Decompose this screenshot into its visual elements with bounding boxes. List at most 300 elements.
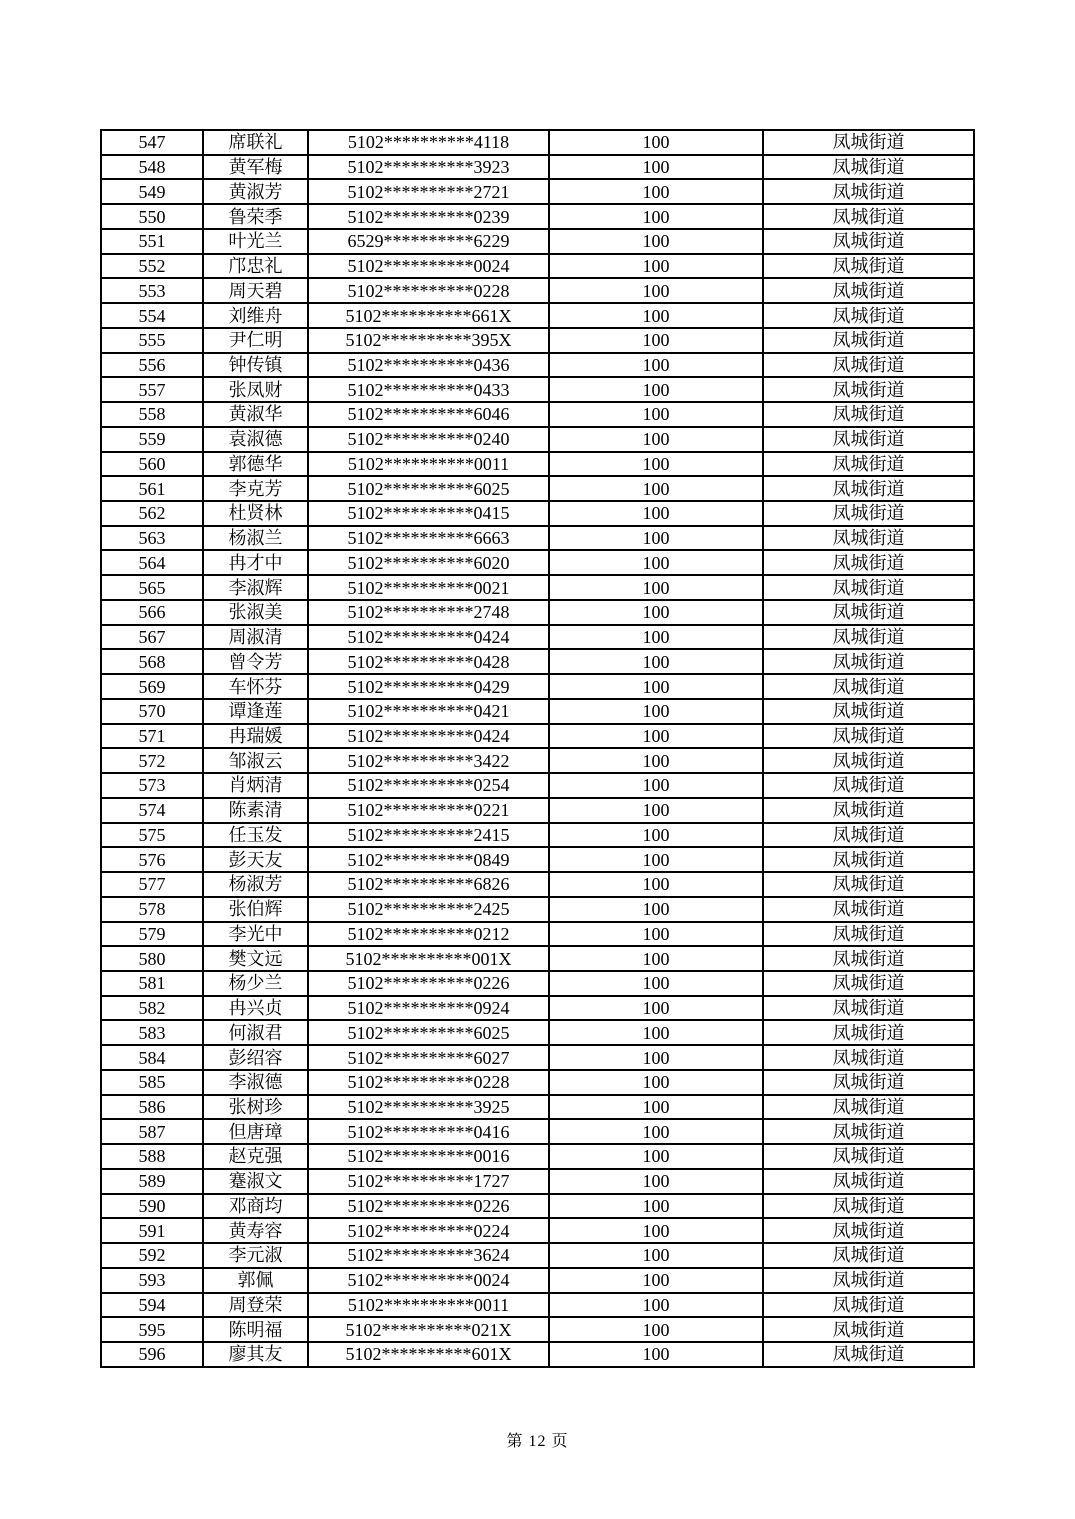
- id-number-cell: 5102**********6025: [308, 1020, 549, 1045]
- score-cell: 100: [549, 452, 763, 477]
- score-cell: 100: [549, 155, 763, 180]
- score-cell: 100: [549, 130, 763, 155]
- district-cell: 凤城街道: [763, 204, 974, 229]
- row-number-cell: 557: [101, 377, 203, 402]
- table-row: [101, 476, 974, 501]
- name-cell: 冉才中: [203, 550, 308, 575]
- table-row: [101, 278, 974, 303]
- district-cell: 凤城街道: [763, 1194, 974, 1219]
- name-cell: 邓商均: [203, 1194, 308, 1219]
- district-cell: 凤城街道: [763, 575, 974, 600]
- name-cell: 郭德华: [203, 452, 308, 477]
- id-number-cell: 5102**********0415: [308, 501, 549, 526]
- table-row: [101, 130, 974, 155]
- district-cell: 凤城街道: [763, 798, 974, 823]
- score-cell: 100: [549, 1243, 763, 1268]
- district-cell: 凤城街道: [763, 229, 974, 254]
- row-number-cell: 569: [101, 674, 203, 699]
- score-cell: 100: [549, 897, 763, 922]
- district-cell: 凤城街道: [763, 847, 974, 872]
- table-row: [101, 575, 974, 600]
- row-number-cell: 554: [101, 303, 203, 328]
- id-number-cell: 5102**********2415: [308, 823, 549, 848]
- table-row: [101, 1045, 974, 1070]
- table-row: [101, 1144, 974, 1169]
- id-number-cell: 5102**********3422: [308, 748, 549, 773]
- table-row: [101, 996, 974, 1021]
- name-cell: 席联礼: [203, 130, 308, 155]
- id-number-cell: 5102**********0849: [308, 847, 549, 872]
- name-cell: 何淑君: [203, 1020, 308, 1045]
- district-cell: 凤城街道: [763, 897, 974, 922]
- table-row: [101, 1119, 974, 1144]
- name-cell: 张树珍: [203, 1095, 308, 1120]
- id-number-cell: 5102**********0221: [308, 798, 549, 823]
- id-number-cell: 5102**********0228: [308, 278, 549, 303]
- score-cell: 100: [549, 501, 763, 526]
- name-cell: 陈明福: [203, 1317, 308, 1342]
- name-cell: 杨淑兰: [203, 526, 308, 551]
- score-cell: 100: [549, 229, 763, 254]
- table-row: [101, 674, 974, 699]
- row-number-cell: 561: [101, 476, 203, 501]
- row-number-cell: 593: [101, 1268, 203, 1293]
- table-row: [101, 922, 974, 947]
- district-cell: 凤城街道: [763, 179, 974, 204]
- name-cell: 鲁荣季: [203, 204, 308, 229]
- score-cell: 100: [549, 550, 763, 575]
- table-row: [101, 748, 974, 773]
- district-cell: 凤城街道: [763, 922, 974, 947]
- id-number-cell: 5102**********0024: [308, 254, 549, 279]
- score-cell: 100: [549, 922, 763, 947]
- id-number-cell: 5102**********0424: [308, 625, 549, 650]
- id-number-cell: 5102**********6020: [308, 550, 549, 575]
- id-number-cell: 5102**********3624: [308, 1243, 549, 1268]
- id-number-cell: 5102**********0024: [308, 1268, 549, 1293]
- score-cell: 100: [549, 353, 763, 378]
- id-number-cell: 5102**********0239: [308, 204, 549, 229]
- id-number-cell: 5102**********0433: [308, 377, 549, 402]
- id-number-cell: 5102**********0436: [308, 353, 549, 378]
- table-row: [101, 724, 974, 749]
- table-row: [101, 773, 974, 798]
- district-cell: 凤城街道: [763, 748, 974, 773]
- table-row: [101, 179, 974, 204]
- id-number-cell: 5102**********0429: [308, 674, 549, 699]
- score-cell: 100: [549, 278, 763, 303]
- table-row: [101, 1342, 974, 1367]
- name-cell: 叶光兰: [203, 229, 308, 254]
- row-number-cell: 586: [101, 1095, 203, 1120]
- id-number-cell: 5102**********001X: [308, 946, 549, 971]
- district-cell: 凤城街道: [763, 1070, 974, 1095]
- district-cell: 凤城街道: [763, 303, 974, 328]
- score-cell: 100: [549, 996, 763, 1021]
- row-number-cell: 558: [101, 402, 203, 427]
- id-number-cell: 5102**********0016: [308, 1144, 549, 1169]
- name-cell: 肖炳清: [203, 773, 308, 798]
- score-cell: 100: [549, 872, 763, 897]
- id-number-cell: 5102**********0226: [308, 971, 549, 996]
- score-cell: 100: [549, 1342, 763, 1367]
- id-number-cell: 5102**********4118: [308, 130, 549, 155]
- name-cell: 李元淑: [203, 1243, 308, 1268]
- id-number-cell: 5102**********6046: [308, 402, 549, 427]
- score-cell: 100: [549, 674, 763, 699]
- row-number-cell: 551: [101, 229, 203, 254]
- score-cell: 100: [549, 1293, 763, 1318]
- row-number-cell: 587: [101, 1119, 203, 1144]
- id-number-cell: 5102**********0240: [308, 427, 549, 452]
- name-cell: 杨少兰: [203, 971, 308, 996]
- table-row: [101, 600, 974, 625]
- score-cell: 100: [549, 1095, 763, 1120]
- row-number-cell: 567: [101, 625, 203, 650]
- district-cell: 凤城街道: [763, 501, 974, 526]
- name-cell: 袁淑德: [203, 427, 308, 452]
- district-cell: 凤城街道: [763, 1218, 974, 1243]
- page-number-footer: 第 12 页: [506, 1433, 569, 1450]
- district-cell: 凤城街道: [763, 1045, 974, 1070]
- id-number-cell: 5102**********0254: [308, 773, 549, 798]
- name-cell: 钟传镇: [203, 353, 308, 378]
- name-cell: 曾令芳: [203, 649, 308, 674]
- score-cell: 100: [549, 303, 763, 328]
- table-row: [101, 550, 974, 575]
- id-number-cell: 5102**********6663: [308, 526, 549, 551]
- row-number-cell: 556: [101, 353, 203, 378]
- district-cell: 凤城街道: [763, 1119, 974, 1144]
- district-cell: 凤城街道: [763, 1020, 974, 1045]
- name-cell: 刘维舟: [203, 303, 308, 328]
- table-row: [101, 897, 974, 922]
- district-cell: 凤城街道: [763, 600, 974, 625]
- table-row: [101, 501, 974, 526]
- name-cell: 张凤财: [203, 377, 308, 402]
- score-cell: 100: [549, 625, 763, 650]
- id-number-cell: 5102**********3925: [308, 1095, 549, 1120]
- score-cell: 100: [549, 823, 763, 848]
- name-cell: 李淑辉: [203, 575, 308, 600]
- score-cell: 100: [549, 748, 763, 773]
- name-cell: 樊文远: [203, 946, 308, 971]
- name-cell: 李光中: [203, 922, 308, 947]
- score-cell: 100: [549, 649, 763, 674]
- row-number-cell: 549: [101, 179, 203, 204]
- district-cell: 凤城街道: [763, 1342, 974, 1367]
- district-cell: 凤城街道: [763, 278, 974, 303]
- id-number-cell: 5102**********0011: [308, 1293, 549, 1318]
- name-cell: 郭佩: [203, 1268, 308, 1293]
- id-number-cell: 5102**********601X: [308, 1342, 549, 1367]
- row-number-cell: 562: [101, 501, 203, 526]
- table-row: [101, 847, 974, 872]
- row-number-cell: 592: [101, 1243, 203, 1268]
- row-number-cell: 573: [101, 773, 203, 798]
- name-cell: 蹇淑文: [203, 1169, 308, 1194]
- table-row: [101, 649, 974, 674]
- table-row: [101, 353, 974, 378]
- row-number-cell: 596: [101, 1342, 203, 1367]
- name-cell: 谭逢莲: [203, 699, 308, 724]
- name-cell: 陈素清: [203, 798, 308, 823]
- name-cell: 黄淑华: [203, 402, 308, 427]
- row-number-cell: 563: [101, 526, 203, 551]
- score-cell: 100: [549, 204, 763, 229]
- table-row: [101, 155, 974, 180]
- score-cell: 100: [549, 526, 763, 551]
- score-cell: 100: [549, 402, 763, 427]
- district-cell: 凤城街道: [763, 377, 974, 402]
- id-number-cell: 5102**********2721: [308, 179, 549, 204]
- row-number-cell: 565: [101, 575, 203, 600]
- row-number-cell: 575: [101, 823, 203, 848]
- row-number-cell: 581: [101, 971, 203, 996]
- district-cell: 凤城街道: [763, 823, 974, 848]
- id-number-cell: 6529**********6229: [308, 229, 549, 254]
- id-number-cell: 5102**********0924: [308, 996, 549, 1021]
- district-cell: 凤城街道: [763, 649, 974, 674]
- score-cell: 100: [549, 254, 763, 279]
- name-cell: 冉瑞媛: [203, 724, 308, 749]
- name-cell: 李克芳: [203, 476, 308, 501]
- roster-table-body: [101, 130, 974, 1367]
- score-cell: 100: [549, 1144, 763, 1169]
- table-row: [101, 1070, 974, 1095]
- row-number-cell: 553: [101, 278, 203, 303]
- score-cell: 100: [549, 377, 763, 402]
- id-number-cell: 5102**********021X: [308, 1317, 549, 1342]
- name-cell: 赵克强: [203, 1144, 308, 1169]
- table-row: [101, 625, 974, 650]
- score-cell: 100: [549, 1070, 763, 1095]
- score-cell: 100: [549, 575, 763, 600]
- id-number-cell: 5102**********2748: [308, 600, 549, 625]
- roster-table: [100, 129, 975, 1368]
- table-row: [101, 1095, 974, 1120]
- id-number-cell: 5102**********0212: [308, 922, 549, 947]
- table-row: [101, 1293, 974, 1318]
- id-number-cell: 5102**********661X: [308, 303, 549, 328]
- row-number-cell: 570: [101, 699, 203, 724]
- name-cell: 邝忠礼: [203, 254, 308, 279]
- id-number-cell: 5102**********0226: [308, 1194, 549, 1219]
- score-cell: 100: [549, 1020, 763, 1045]
- row-number-cell: 568: [101, 649, 203, 674]
- table-row: [101, 452, 974, 477]
- row-number-cell: 564: [101, 550, 203, 575]
- score-cell: 100: [549, 600, 763, 625]
- row-number-cell: 550: [101, 204, 203, 229]
- row-number-cell: 576: [101, 847, 203, 872]
- name-cell: 黄淑芳: [203, 179, 308, 204]
- table-row: [101, 971, 974, 996]
- row-number-cell: 572: [101, 748, 203, 773]
- name-cell: 廖其友: [203, 1342, 308, 1367]
- district-cell: 凤城街道: [763, 996, 974, 1021]
- district-cell: 凤城街道: [763, 254, 974, 279]
- district-cell: 凤城街道: [763, 1317, 974, 1342]
- score-cell: 100: [549, 971, 763, 996]
- district-cell: 凤城街道: [763, 946, 974, 971]
- name-cell: 张淑美: [203, 600, 308, 625]
- row-number-cell: 577: [101, 872, 203, 897]
- table-row: [101, 427, 974, 452]
- score-cell: 100: [549, 773, 763, 798]
- name-cell: 冉兴贞: [203, 996, 308, 1021]
- name-cell: 杜贤林: [203, 501, 308, 526]
- table-row: [101, 1317, 974, 1342]
- score-cell: 100: [549, 476, 763, 501]
- table-row: [101, 946, 974, 971]
- district-cell: 凤城街道: [763, 1095, 974, 1120]
- row-number-cell: 560: [101, 452, 203, 477]
- score-cell: 100: [549, 1268, 763, 1293]
- row-number-cell: 571: [101, 724, 203, 749]
- table-row: [101, 798, 974, 823]
- table-row: [101, 1218, 974, 1243]
- row-number-cell: 585: [101, 1070, 203, 1095]
- score-cell: 100: [549, 1119, 763, 1144]
- row-number-cell: 555: [101, 328, 203, 353]
- district-cell: 凤城街道: [763, 971, 974, 996]
- name-cell: 邹淑云: [203, 748, 308, 773]
- score-cell: 100: [549, 328, 763, 353]
- district-cell: 凤城街道: [763, 155, 974, 180]
- id-number-cell: 5102**********0224: [308, 1218, 549, 1243]
- id-number-cell: 5102**********1727: [308, 1169, 549, 1194]
- id-number-cell: 5102**********0011: [308, 452, 549, 477]
- row-number-cell: 547: [101, 130, 203, 155]
- score-cell: 100: [549, 1194, 763, 1219]
- district-cell: 凤城街道: [763, 526, 974, 551]
- district-cell: 凤城街道: [763, 1169, 974, 1194]
- id-number-cell: 5102**********0428: [308, 649, 549, 674]
- table-row: [101, 699, 974, 724]
- row-number-cell: 589: [101, 1169, 203, 1194]
- score-cell: 100: [549, 699, 763, 724]
- district-cell: 凤城街道: [763, 1144, 974, 1169]
- row-number-cell: 578: [101, 897, 203, 922]
- table-row: [101, 328, 974, 353]
- score-cell: 100: [549, 179, 763, 204]
- name-cell: 黄寿容: [203, 1218, 308, 1243]
- name-cell: 但唐璋: [203, 1119, 308, 1144]
- name-cell: 黄军梅: [203, 155, 308, 180]
- row-number-cell: 566: [101, 600, 203, 625]
- table-row: [101, 1169, 974, 1194]
- district-cell: 凤城街道: [763, 724, 974, 749]
- table-row: [101, 303, 974, 328]
- id-number-cell: 5102**********0424: [308, 724, 549, 749]
- row-number-cell: 579: [101, 922, 203, 947]
- district-cell: 凤城街道: [763, 1243, 974, 1268]
- name-cell: 周天碧: [203, 278, 308, 303]
- id-number-cell: 5102**********0021: [308, 575, 549, 600]
- table-row: [101, 872, 974, 897]
- district-cell: 凤城街道: [763, 427, 974, 452]
- row-number-cell: 580: [101, 946, 203, 971]
- score-cell: 100: [549, 798, 763, 823]
- row-number-cell: 582: [101, 996, 203, 1021]
- id-number-cell: 5102**********0228: [308, 1070, 549, 1095]
- district-cell: 凤城街道: [763, 674, 974, 699]
- row-number-cell: 574: [101, 798, 203, 823]
- name-cell: 张伯辉: [203, 897, 308, 922]
- id-number-cell: 5102**********2425: [308, 897, 549, 922]
- id-number-cell: 5102**********395X: [308, 328, 549, 353]
- id-number-cell: 5102**********0421: [308, 699, 549, 724]
- district-cell: 凤城街道: [763, 1268, 974, 1293]
- row-number-cell: 594: [101, 1293, 203, 1318]
- score-cell: 100: [549, 946, 763, 971]
- name-cell: 杨淑芳: [203, 872, 308, 897]
- district-cell: 凤城街道: [763, 1293, 974, 1318]
- row-number-cell: 595: [101, 1317, 203, 1342]
- district-cell: 凤城街道: [763, 328, 974, 353]
- district-cell: 凤城街道: [763, 402, 974, 427]
- id-number-cell: 5102**********3923: [308, 155, 549, 180]
- table-row: [101, 377, 974, 402]
- district-cell: 凤城街道: [763, 130, 974, 155]
- row-number-cell: 584: [101, 1045, 203, 1070]
- row-number-cell: 583: [101, 1020, 203, 1045]
- table-row: [101, 1020, 974, 1045]
- row-number-cell: 591: [101, 1218, 203, 1243]
- name-cell: 彭绍容: [203, 1045, 308, 1070]
- name-cell: 任玉发: [203, 823, 308, 848]
- id-number-cell: 5102**********6826: [308, 872, 549, 897]
- table-row: [101, 229, 974, 254]
- district-cell: 凤城街道: [763, 550, 974, 575]
- score-cell: 100: [549, 724, 763, 749]
- name-cell: 周登荣: [203, 1293, 308, 1318]
- score-cell: 100: [549, 1045, 763, 1070]
- district-cell: 凤城街道: [763, 476, 974, 501]
- table-row: [101, 1243, 974, 1268]
- district-cell: 凤城街道: [763, 699, 974, 724]
- table-row: [101, 254, 974, 279]
- score-cell: 100: [549, 1169, 763, 1194]
- district-cell: 凤城街道: [763, 872, 974, 897]
- table-row: [101, 1194, 974, 1219]
- row-number-cell: 548: [101, 155, 203, 180]
- table-row: [101, 526, 974, 551]
- id-number-cell: 5102**********6025: [308, 476, 549, 501]
- score-cell: 100: [549, 1317, 763, 1342]
- table-row: [101, 204, 974, 229]
- row-number-cell: 559: [101, 427, 203, 452]
- table-row: [101, 823, 974, 848]
- score-cell: 100: [549, 847, 763, 872]
- name-cell: 周淑清: [203, 625, 308, 650]
- row-number-cell: 552: [101, 254, 203, 279]
- row-number-cell: 588: [101, 1144, 203, 1169]
- district-cell: 凤城街道: [763, 773, 974, 798]
- score-cell: 100: [549, 1218, 763, 1243]
- district-cell: 凤城街道: [763, 452, 974, 477]
- district-cell: 凤城街道: [763, 625, 974, 650]
- district-cell: 凤城街道: [763, 353, 974, 378]
- table-row: [101, 402, 974, 427]
- name-cell: 车怀芬: [203, 674, 308, 699]
- name-cell: 尹仁明: [203, 328, 308, 353]
- name-cell: 李淑德: [203, 1070, 308, 1095]
- name-cell: 彭天友: [203, 847, 308, 872]
- score-cell: 100: [549, 427, 763, 452]
- row-number-cell: 590: [101, 1194, 203, 1219]
